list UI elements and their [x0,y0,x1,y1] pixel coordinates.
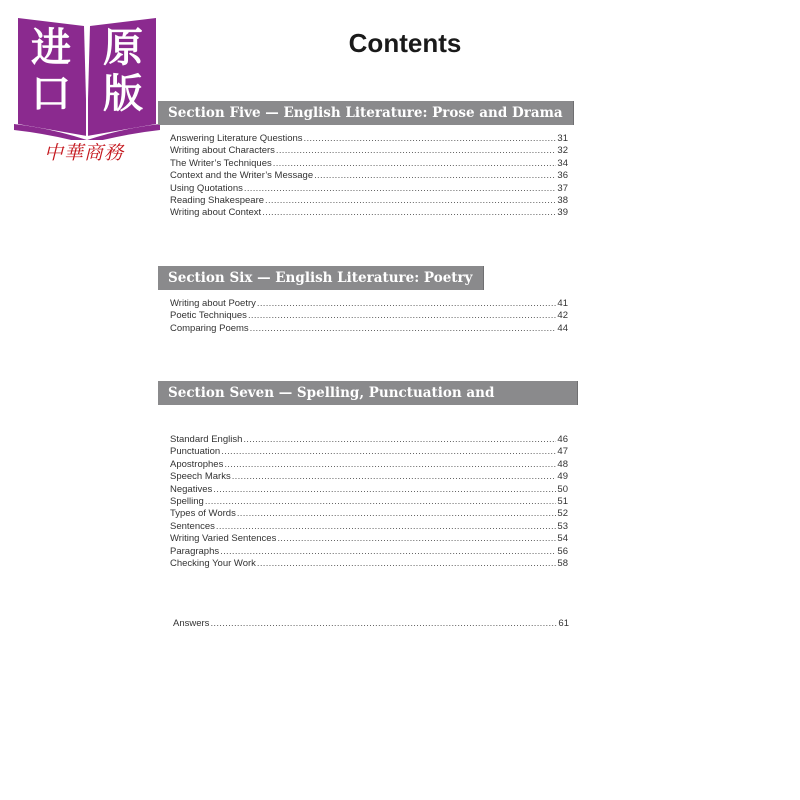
leader-dots [216,521,557,533]
toc-list [158,434,568,570]
toc-entry-label: Punctuation [170,446,221,458]
leader-dots [205,496,557,508]
toc-entry-label: Poetic Techniques [170,310,247,322]
toc-entry-label: Reading Shakespeare [170,195,265,207]
toc-entry-label: Apostrophes [170,458,224,470]
toc-entry-label: Writing about Context [170,207,262,219]
leader-dots [276,145,557,157]
section-header: Section Five — English Literature: Prose and Drama [158,101,574,125]
toc-entry[interactable] [170,496,568,508]
toc-entry[interactable] [170,158,568,170]
leader-dots [237,508,557,520]
leader-dots [221,446,556,458]
page-title: Contents [348,28,462,58]
toc-entry-page: 44 [557,322,568,334]
toc-entry-page: 34 [557,157,568,169]
section-header: Section Seven — Spelling, Punctuation and Grammar [158,381,578,405]
toc-entry-page: 38 [557,195,568,207]
toc-list [158,133,568,220]
leader-dots [213,484,556,496]
toc-entry[interactable] [170,459,568,471]
toc-entry-page: 56 [557,545,568,557]
leader-dots [273,158,557,170]
toc-entry-page: 39 [557,207,568,219]
toc-entry[interactable] [170,471,568,483]
toc-entry-page: 48 [557,458,568,470]
section-five [158,101,578,220]
toc-entry-page: 50 [557,483,568,495]
toc-entry-page: 32 [557,145,568,157]
toc-entry-label: Sentences [170,520,215,532]
toc-entry-label: Writing about Characters [170,145,275,157]
leader-dots [257,298,557,310]
toc-list [158,298,568,335]
toc-entry-label: The Writer’s Techniques [170,157,272,169]
toc-entry-page: 52 [557,508,568,520]
toc-entry[interactable] [170,145,568,157]
toc-entry[interactable] [170,521,568,533]
leader-dots [248,310,556,322]
leader-dots [262,207,556,219]
toc-entry[interactable] [170,298,568,310]
toc-entry[interactable] [170,508,568,520]
section-six [158,266,578,335]
toc-entry-label: Speech Marks [170,471,231,483]
leader-dots [304,133,557,145]
toc-entry-page: 42 [557,310,568,322]
toc-entry-label: Types of Words [170,508,236,520]
toc-entry[interactable] [170,434,568,446]
toc-entry-page: 58 [557,558,568,570]
toc-entry-page: 37 [557,182,568,194]
leader-dots [232,471,557,483]
toc-entry-answers[interactable] [173,618,569,630]
leader-dots [265,195,556,207]
leader-dots [210,618,557,630]
toc-entry-label: Context and the Writer’s Message [170,170,314,182]
logo-subtitle: 中華商務 [44,142,125,164]
toc-entry-page: 47 [557,446,568,458]
leader-dots [257,558,557,570]
toc-entry-label: Checking Your Work [170,558,256,570]
toc-entry-page: 41 [557,298,568,309]
toc-entry[interactable] [170,546,568,558]
answers-section [173,618,569,630]
leader-dots [244,183,557,195]
toc-entry[interactable] [170,484,568,496]
leader-dots [243,434,556,446]
toc-entry[interactable] [170,533,568,545]
logo-char-3: 口 [31,70,71,117]
toc-entry-page: 31 [557,133,568,144]
section-header: Section Six — English Literature: Poetry [158,266,484,290]
leader-dots [314,170,556,182]
toc-entry[interactable] [170,446,568,458]
toc-entry-page: 36 [557,170,568,182]
toc-entry-page: 51 [557,496,568,508]
leader-dots [220,546,556,558]
toc-entry[interactable] [170,195,568,207]
toc-entry[interactable] [170,170,568,182]
logo-char-4: 版 [103,70,143,117]
leader-dots [277,533,556,545]
toc-entry-page: 46 [557,434,568,445]
toc-entry[interactable] [170,310,568,322]
leader-dots [224,459,556,471]
toc-entry-label: Negatives [170,483,213,495]
toc-entry-label: Answering Literature Questions [170,133,303,144]
toc-entry-label: Writing Varied Sentences [170,533,277,545]
toc-entry[interactable] [170,207,568,219]
toc-entry-label: Comparing Poems [170,322,249,334]
toc-entry-page: 61 [558,618,569,629]
toc-entry-label: Standard English [170,434,243,445]
toc-entry[interactable] [170,133,568,145]
toc-entry-page: 49 [557,471,568,483]
leader-dots [250,323,557,335]
toc-entry-page: 53 [557,520,568,532]
toc-entry-label: Using Quotations [170,182,243,194]
logo-char-2: 原 [103,24,143,71]
section-seven [158,381,578,570]
toc-entry-label: Writing about Poetry [170,298,256,309]
toc-entry[interactable] [170,558,568,570]
toc-entry[interactable] [170,183,568,195]
toc-entry-label: Answers [173,618,210,629]
toc-entry-page: 54 [557,533,568,545]
toc-entry-label: Spelling [170,496,204,508]
logo-char-1: 进 [31,24,71,71]
toc-entry[interactable] [170,323,568,335]
toc-entry-label: Paragraphs [170,545,220,557]
